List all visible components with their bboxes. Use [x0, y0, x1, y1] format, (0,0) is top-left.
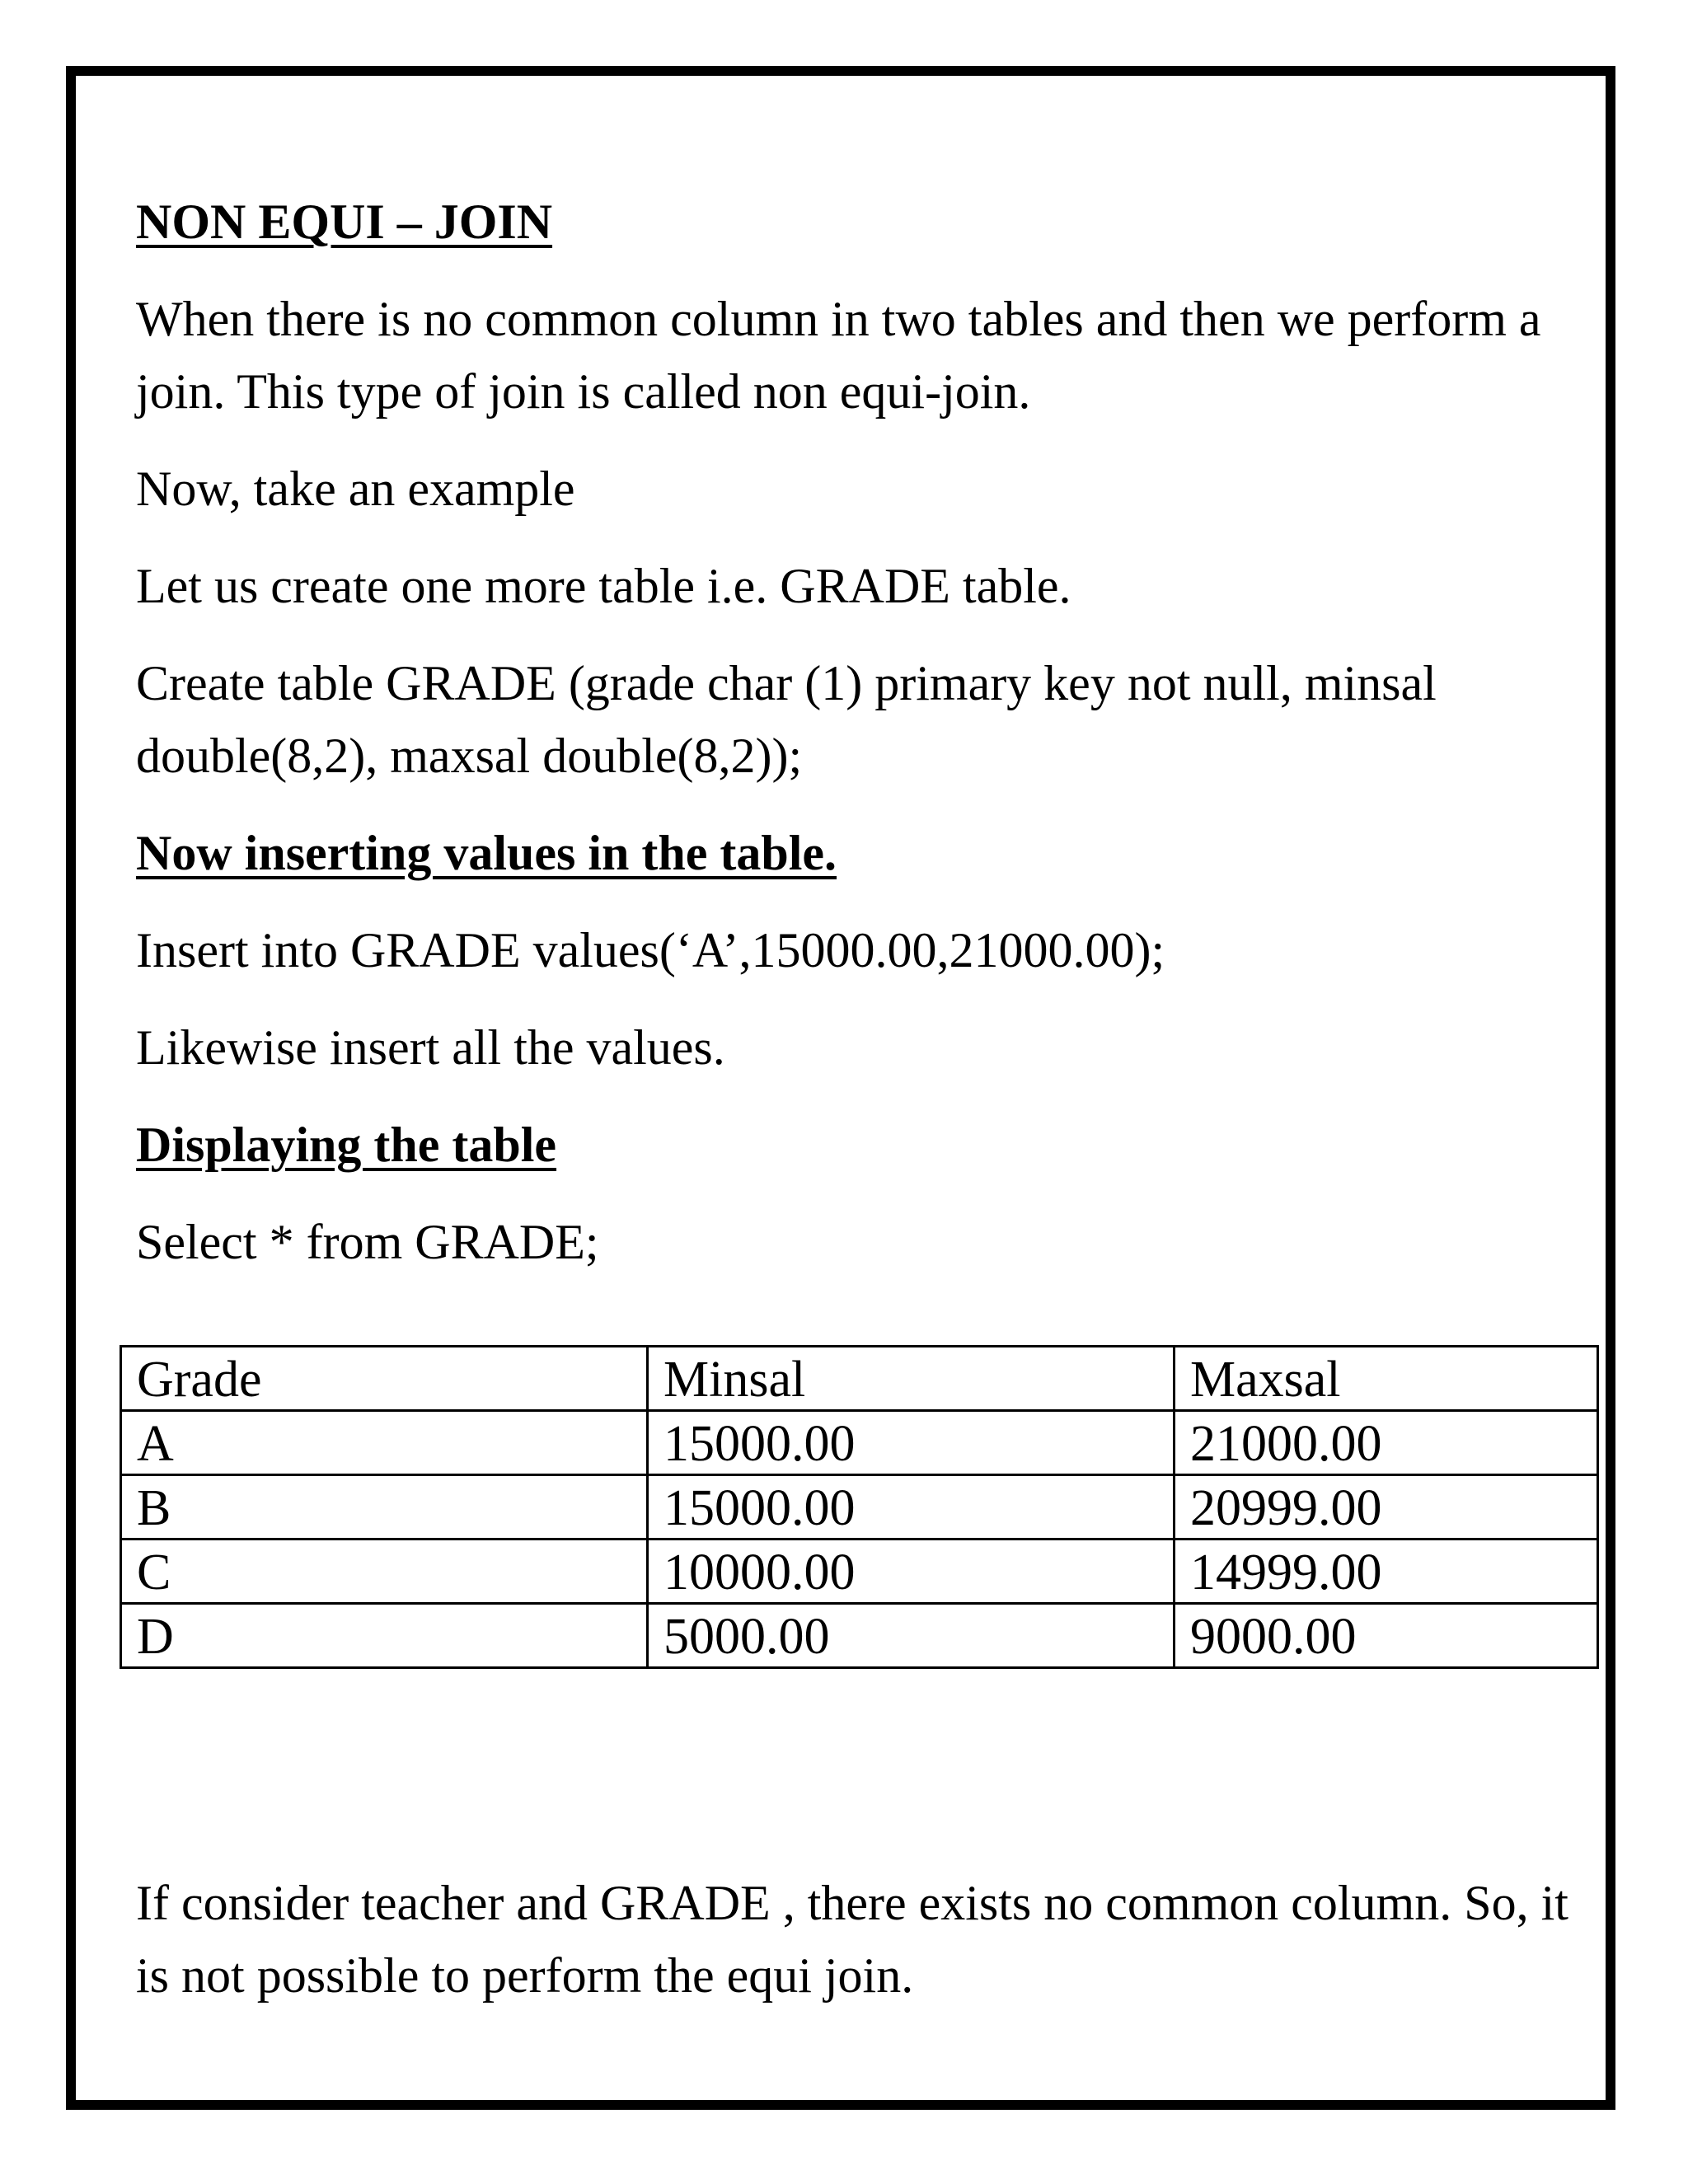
cell-grade: B	[121, 1475, 648, 1540]
intro-paragraph: When there is no common column in two tables and then we perform a join. This type of join is called non equi-join.	[136, 292, 1541, 419]
cell-minsal: 15000.00	[648, 1475, 1175, 1540]
cell-maxsal: 14999.00	[1175, 1540, 1598, 1604]
document-body	[136, 185, 1603, 1303]
header-minsal: Minsal	[648, 1347, 1175, 1411]
table-row	[121, 1475, 1598, 1540]
cell-grade: C	[121, 1540, 648, 1604]
insert-statement: Insert into GRADE values(‘A’,15000.00,21000.00);	[136, 923, 1165, 977]
likewise-line: Likewise insert all the values.	[136, 1020, 725, 1075]
header-grade: Grade	[121, 1347, 648, 1411]
cell-grade: A	[121, 1411, 648, 1475]
table-row	[121, 1540, 1598, 1604]
closing-paragraph: If consider teacher and GRADE , there exists no common column. So, it is not possible to perform the equi join.	[136, 1876, 1568, 2003]
cell-minsal: 15000.00	[648, 1411, 1175, 1475]
table-row	[121, 1411, 1598, 1475]
example-line: Now, take an example	[136, 462, 575, 516]
page-title: NON EQUI – JOIN	[136, 194, 553, 249]
cell-maxsal: 20999.00	[1175, 1475, 1598, 1540]
header-maxsal: Maxsal	[1175, 1347, 1598, 1411]
cell-maxsal: 9000.00	[1175, 1604, 1598, 1668]
grade-table	[120, 1345, 1599, 1669]
table-header-row	[121, 1347, 1598, 1411]
cell-grade: D	[121, 1604, 648, 1668]
display-heading: Displaying the table	[136, 1118, 557, 1172]
table-row	[121, 1604, 1598, 1668]
select-statement: Select * from GRADE;	[136, 1215, 599, 1269]
create-statement: Create table GRADE (grade char (1) primary key not null, minsal double(8,2), maxsal double(8,2));	[136, 656, 1437, 783]
insert-heading: Now inserting values in the table.	[136, 826, 837, 880]
create-intro-line: Let us create one more table i.e. GRADE table.	[136, 559, 1071, 613]
cell-minsal: 10000.00	[648, 1540, 1175, 1604]
cell-maxsal: 21000.00	[1175, 1411, 1598, 1475]
cell-minsal: 5000.00	[648, 1604, 1175, 1668]
